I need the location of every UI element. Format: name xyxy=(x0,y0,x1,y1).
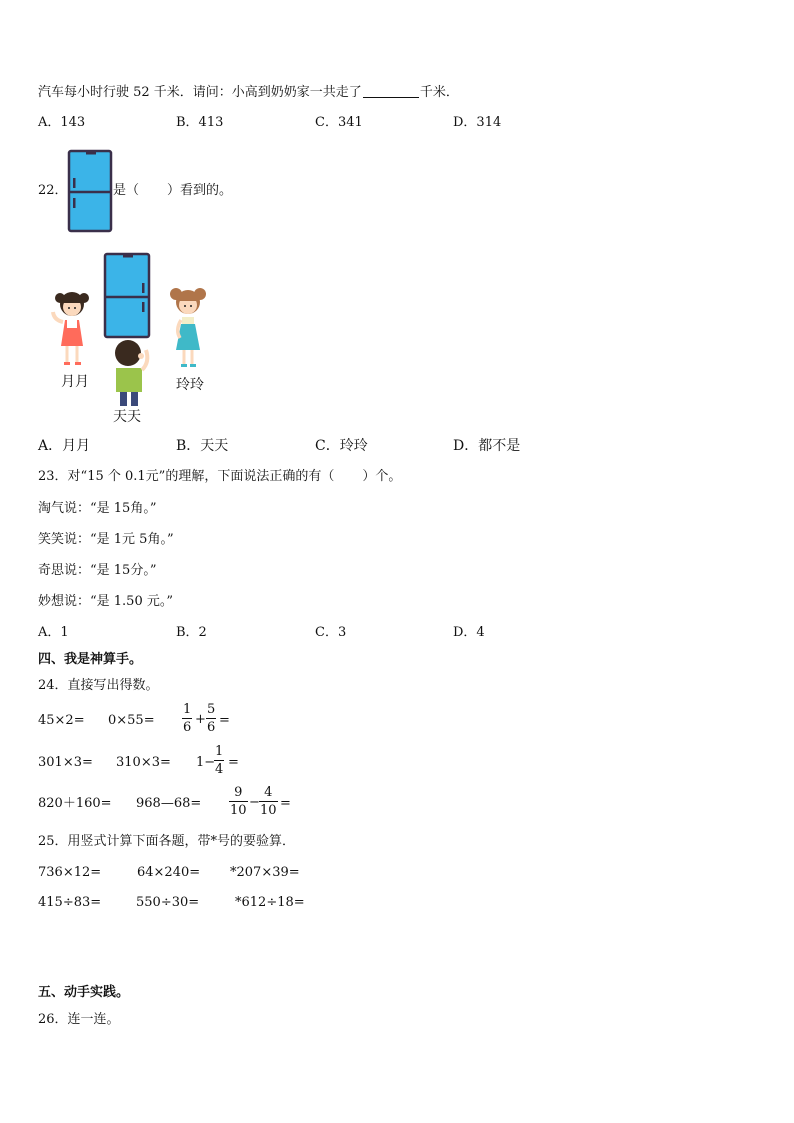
numerator: 4 xyxy=(264,785,273,800)
q23-stem-text: 23．对“15 个 0.1元”的理解，下面说法正确的有（ xyxy=(38,469,335,484)
girl-yueyue-figure xyxy=(48,290,94,370)
q22-option-a[interactable]: A．月月 xyxy=(38,438,91,454)
q22-number: 22． xyxy=(38,183,68,198)
q23-option-c[interactable]: C．3 xyxy=(315,625,347,640)
equals-sign: = xyxy=(228,755,239,770)
q24-item-2: 0×55= xyxy=(108,713,155,728)
minus-operator: − xyxy=(249,795,260,810)
q23-statement-qisi: 奇思说：“是 15分。” xyxy=(38,563,157,578)
equals-sign: = xyxy=(280,796,291,811)
q23-statement-xiaoxiao: 笑笑说：“是 1元 5角。” xyxy=(38,532,174,547)
fridge-icon-small xyxy=(68,150,112,232)
q24-stem: 24．直接写出得数。 xyxy=(38,678,159,693)
boy-tiantian-figure xyxy=(108,338,154,410)
q24-item-1: 45×2= xyxy=(38,713,85,728)
plus-operator: + xyxy=(195,712,206,727)
q23-option-a[interactable]: A．1 xyxy=(38,625,69,640)
fridge-icon-large xyxy=(104,253,150,338)
q25-item-3: *207×39= xyxy=(230,865,300,880)
numerator: 1 xyxy=(215,744,224,759)
q24-item-8: 968—68= xyxy=(136,796,202,811)
q21-stem xyxy=(38,85,459,99)
girl-lingling-figure xyxy=(166,286,210,372)
q23-option-b[interactable]: B．2 xyxy=(176,625,207,640)
q24-item-4: 301×3= xyxy=(38,755,93,770)
name-label-lingling: 玲玲 xyxy=(176,377,204,393)
name-label-yueyue: 月月 xyxy=(61,374,89,390)
fraction-bar xyxy=(229,801,248,802)
numerator: 1 xyxy=(183,702,192,717)
numerator: 5 xyxy=(207,702,216,717)
q22-stem-b: ）看到的。 xyxy=(167,183,233,198)
q25-item-1: 736×12= xyxy=(38,865,102,880)
q24-item-5: 310×3= xyxy=(116,755,171,770)
q25-item-2: 64×240= xyxy=(137,865,201,880)
fraction-5-6 xyxy=(206,703,216,734)
q21-option-d[interactable]: D．314 xyxy=(453,115,502,130)
q26-stem: 26．连一连。 xyxy=(38,1012,120,1027)
name-label-tiantian: 天天 xyxy=(113,409,141,425)
fraction-4-10 xyxy=(259,786,278,817)
q25-stem: 25．用竖式计算下面各题，带*号的要验算． xyxy=(38,834,296,849)
q22-option-d[interactable]: D．都不是 xyxy=(453,438,521,454)
q21-stem-b: 千米． xyxy=(419,85,459,100)
q21-option-b[interactable]: B．413 xyxy=(176,115,224,130)
fraction-bar xyxy=(259,801,278,802)
q23-statement-miaoxiang: 妙想说：“是 1.50 元。” xyxy=(38,594,174,609)
q24-item-7: 820＋160= xyxy=(38,796,112,811)
q23-statement-taoqi: 淘气说：“是 15角。” xyxy=(38,501,157,516)
q22-option-c[interactable]: C．玲玲 xyxy=(315,438,368,454)
numerator: 9 xyxy=(234,785,243,800)
denominator: 10 xyxy=(260,803,277,818)
fraction-1-6 xyxy=(182,703,192,734)
q25-item-4: 415÷83= xyxy=(38,895,102,910)
q22-stem-a: 是（ xyxy=(113,183,140,198)
q25-item-5: 550÷30= xyxy=(136,895,200,910)
section-5-title: 五、动手实践。 xyxy=(38,985,130,1000)
fraction-bar xyxy=(206,718,216,719)
q23-option-d[interactable]: D．4 xyxy=(453,625,485,640)
q22-option-b[interactable]: B．天天 xyxy=(176,438,229,454)
one-minus: 1− xyxy=(196,755,216,770)
denominator: 6 xyxy=(207,720,216,735)
denominator: 4 xyxy=(215,762,224,777)
q21-option-a[interactable]: A．143 xyxy=(38,115,86,130)
fraction-bar xyxy=(182,718,192,719)
q21-stem-a: 汽车每小时行驶 52 千米．请问：小高到奶奶家一共走了 xyxy=(38,85,362,100)
q23-stem-end: ）个。 xyxy=(362,469,402,484)
section-4-title: 四、我是神算手。 xyxy=(38,652,143,667)
denominator: 10 xyxy=(230,803,247,818)
q25-item-6: *612÷18= xyxy=(235,895,305,910)
equals-sign: = xyxy=(219,713,230,728)
denominator: 6 xyxy=(183,720,192,735)
answer-blank[interactable] xyxy=(363,85,419,98)
q23-stem xyxy=(38,470,401,483)
fraction-1-4 xyxy=(214,745,224,776)
fraction-bar xyxy=(214,760,224,761)
q22-stem xyxy=(113,184,232,197)
fraction-9-10 xyxy=(229,786,248,817)
q21-option-c[interactable]: C．341 xyxy=(315,115,363,130)
